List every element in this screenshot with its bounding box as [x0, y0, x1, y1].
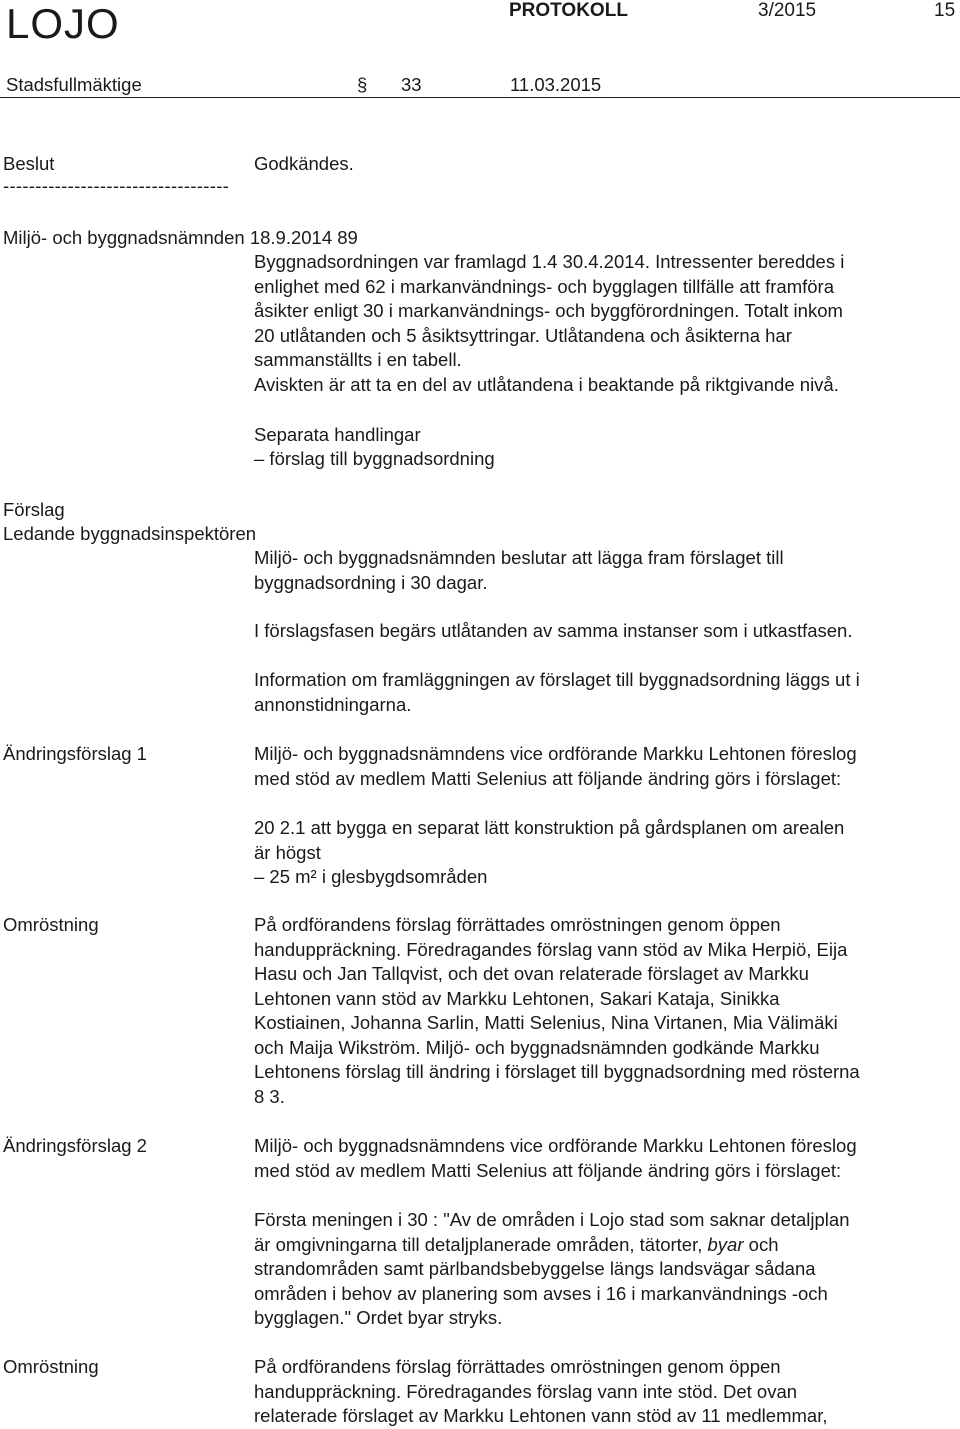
history-text: [254, 250, 954, 397]
beslut-label: Beslut: [3, 153, 55, 174]
andring2-line: Miljö- och byggnadsnämndens vice ordförande Markku Lehtonen föreslog: [254, 1135, 857, 1156]
meeting-date: 11.03.2015: [510, 74, 602, 95]
omrostning2-label: Omröstning: [3, 1356, 99, 1377]
omrostning1-line: handuppräckning. Föredragandes förslag vann stöd av Mika Herpiö, Eija: [254, 938, 848, 960]
andring2-text-pre: är omgivningarna till detaljplanerade områden, tätorter,: [254, 1233, 708, 1255]
proposer: Ledande byggnadsinspektören: [3, 523, 257, 544]
andring1-line: Miljö- och byggnadsnämndens vice ordförande Markku Lehtonen föreslog: [254, 743, 857, 764]
omrostning1-line: På ordförandens förslag förrättades omröstningen genom öppen: [254, 914, 781, 935]
omrostning1-label: Omröstning: [3, 914, 99, 935]
andring1-label: Ändringsförslag 1: [3, 743, 147, 764]
forslag-p2: I förslagsfasen begärs utlåtanden av samma instanser som i utkastfasen.: [254, 620, 853, 641]
andring2-change: [254, 1208, 954, 1331]
forslag-line: byggnadsordning i 30 dagar.: [254, 571, 488, 593]
omrostning1-line: Lehtonen vann stöd av Markku Lehtonen, Sakari Kataja, Sinikka: [254, 987, 780, 1009]
omrostning2-line: handuppräckning. Föredragandes förslag vann inte stöd. Det ovan: [254, 1380, 798, 1402]
andring1-change-line: är högst: [254, 841, 321, 863]
andring2-label: Ändringsförslag 2: [3, 1135, 147, 1156]
history-line: sammanställts i en tabell.: [254, 349, 462, 370]
forslag-line: annonstidningarna.: [254, 693, 412, 715]
omrostning1-line: Kostiainen, Johanna Sarlin, Matti Selenius, Nina Virtanen, Mia Välimäki: [254, 1012, 838, 1033]
history-line: Byggnadsordningen var framlagd 1.4 30.4.2014. Intressenter bereddes i: [254, 251, 845, 272]
history-title: Miljö- och byggnadsnämnden 18.9.2014 89: [3, 227, 358, 248]
omrostning1-line: Hasu och Jan Tallqvist, och det ovan relaterade förslaget av Markku: [254, 963, 809, 984]
logo: LOJO: [6, 0, 120, 47]
beslut-text: Godkändes.: [254, 153, 354, 174]
andring2-change-line: Första meningen i 30 : "Av de områden i Lojo stad som saknar detaljplan: [254, 1209, 850, 1230]
andring2-change-line: områden i behov av planering som avses i 16 i markanvändnings -och: [254, 1282, 828, 1304]
andring1-change-line: 20 2.1 att bygga en separat lätt konstruktion på gårdsplanen om arealen: [254, 817, 845, 838]
andring1-line: med stöd av medlem Matti Selenius att följande ändring görs i förslaget:: [254, 767, 842, 789]
andring1-intro: [254, 742, 954, 791]
page-number: 15: [934, 0, 956, 21]
omrostning2-line: På ordförandens förslag förrättades omröstningen genom öppen: [254, 1356, 781, 1377]
body-name: Stadsfullmäktige: [6, 74, 142, 95]
forslag-label: Förslag: [3, 499, 65, 520]
omrostning1-line: och Maija Wikström. Miljö- och byggnadsnämnden godkände Markku: [254, 1036, 820, 1058]
dash-separator: -----------------------------------: [3, 175, 230, 196]
section-number: 33: [401, 74, 422, 95]
section-icon: §: [357, 74, 368, 95]
andring2-change-line: bygglagen." Ordet byar stryks.: [254, 1307, 503, 1328]
andring2-change-line: strandområden samt pärlbandsbebyggelse längs landsvägar sådana: [254, 1258, 816, 1279]
andring2-text-em: byar: [707, 1233, 744, 1255]
andring2-line: med stöd av medlem Matti Selenius att följande ändring görs i förslaget:: [254, 1159, 842, 1181]
andring2-change-line: [254, 1233, 954, 1258]
history-line: åsikter enligt 30 i markanvändnings- och byggförordningen. Totalt inkom: [254, 300, 843, 321]
forslag-line: Information om framläggningen av förslaget till byggnadsordning läggs ut i: [254, 669, 860, 690]
omrostning2-line: relaterade förslaget av Markku Lehtonen vann stöd av 11 medlemmar,: [254, 1405, 828, 1426]
forslag-p1: [254, 546, 954, 595]
andring1-change-line: – 25 m² i glesbygdsområden: [254, 866, 488, 887]
omrostning1-line: Lehtonens förslag till ändring i förslaget till byggnadsordning med rösterna: [254, 1061, 860, 1082]
history-line: Aviskten är att ta en del av utlåtandena i beaktande på riktgivande nivå.: [254, 373, 839, 395]
forslag-p3: [254, 668, 954, 717]
issue-number: 3/2015: [758, 0, 817, 21]
omrostning1-line: 8 3.: [254, 1085, 285, 1107]
doc-type: PROTOKOLL: [509, 0, 628, 21]
separata-item: – förslag till byggnadsordning: [254, 448, 495, 469]
history-line: enlighet med 62 i markanvändnings- och bygglagen tillfälle att framföra: [254, 275, 834, 297]
andring1-change: [254, 816, 954, 890]
history-line: 20 utlåtanden och 5 åsiktsyttringar. Utlåtandena och åsikterna har: [254, 324, 792, 346]
andring2-intro: [254, 1134, 954, 1183]
andring2-text-post: och: [743, 1233, 779, 1255]
forslag-line: Miljö- och byggnadsnämnden beslutar att lägga fram förslaget till: [254, 547, 784, 568]
omrostning1-text: [254, 913, 954, 1109]
header-rule: [0, 97, 960, 98]
omrostning2-text: [254, 1355, 954, 1429]
separata-title: Separata handlingar: [254, 424, 421, 445]
